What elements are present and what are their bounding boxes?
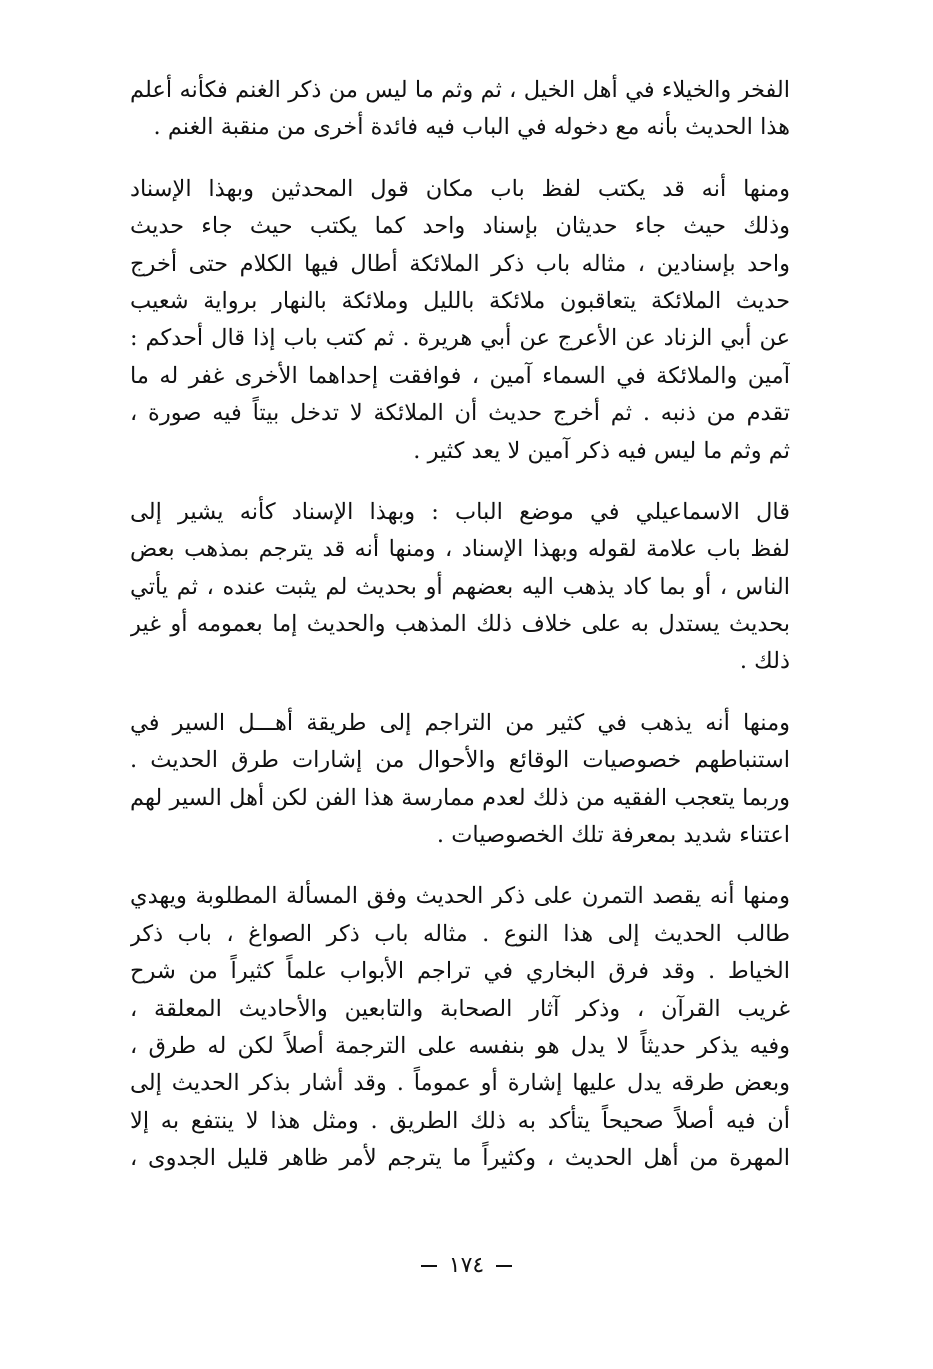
text-line: ثم وثم ما ليس فيه ذكر آمين لا يعد كثير . [413, 437, 790, 464]
text-line: الناس ، أو بما كاد يذهب اليه بعضهم أو بحديث لم يثبت عنده ، ثم يأتي [130, 573, 790, 600]
paragraph [130, 878, 790, 1177]
text-line: هذا الحديث بأنه مع دخوله في الباب فيه فائدة أخرى من منقبة الغنم . [153, 114, 790, 141]
text-line: الفخر والخيلاء في أهل الخيل ، ثم وثم ما ليس من ذكر الغنم فكأنه أعلم [130, 77, 790, 103]
text-line: وفيه يذكر حديثاً لا يدل هو بنفسه على الترجمة أصلاً لكن له طرق ، [130, 1032, 790, 1059]
text-line: ومنها أنه قد يكتب لفظ باب مكان قول المحدثين وبهذا الإسناد [130, 175, 790, 202]
text-line: استنباطهم خصوصيات الوقائع والأحوال من إشارات طرق الحديث . [130, 747, 790, 774]
text-line: اعتناء شديد بمعرفة تلك الخصوصيات . [436, 822, 790, 849]
text-line: وذلك حيث جاء حديثان بإسناد واحد كما يكتب حيث جاء حديث [130, 213, 790, 240]
text-line: ومنها أنه يقصد التمرن على ذكر الحديث وفق المسألة المطلوبة ويهدي [130, 883, 790, 910]
text-line: المهرة من أهل الحديث ، وكثيراً ما يترجم لأمر ظاهر قليل الجدوى ، [130, 1145, 790, 1172]
paragraph [130, 494, 790, 681]
page-number-footer [0, 1253, 933, 1278]
text-line: بحديث يستدل به على خلاف ذلك المذهب والحديث إما بعمومه أو غير [130, 611, 790, 638]
page-number: ١٧٤ [448, 1253, 485, 1278]
text-line: الخياط . وقد فرق البخاري في تراجم الأبواب علماً كثيراً من شرح [130, 958, 790, 985]
paragraph [130, 705, 790, 855]
text-line: وربما يتعجب الفقيه من ذلك لعدم ممارسة هذا الفن لكن أهل السير لهم [130, 784, 790, 811]
text-line: عن أبي الزناد عن الأعرج عن أبي هريرة . ثم كتب باب إذا قال أحدكم : [130, 325, 790, 352]
text-line: ومنها أنه يذهب في كثير من التراجم إلى طريقة أهـــل السير في [130, 709, 790, 736]
text-line: وبعض طرقه يدل عليها إشارة أو عموماً . وقد أشار بذكر الحديث إلى [130, 1070, 790, 1097]
text-line: واحد بإسنادين ، مثاله باب ذكر الملائكة أطال فيها الكلام حتى أخرج [130, 250, 790, 277]
text-line: تقدم من ذنبه . ثم أخرج حديث أن الملائكة لا تدخل بيتاً فيه صورة ، [130, 400, 790, 427]
dash-right [496, 1265, 512, 1267]
text-line: آمين والملائكة في السماء آمين ، فوافقت إحداهما الأخرى غفر له ما [130, 362, 790, 389]
text-line: قال الاسماعيلي في موضع الباب : وبهذا الإسناد كأنه يشير إلى [130, 498, 790, 525]
dash-left [421, 1265, 437, 1267]
text-line: أن فيه أصلاً صحيحاً يتأكد به ذلك الطريق . ومثل هذا لا ينتفع به إلا [130, 1107, 790, 1134]
text-line: طالب الحديث إلى هذا النوع . مثاله باب ذكر الصواغ ، باب ذكر [130, 920, 790, 947]
text-line: ذلك . [739, 648, 790, 675]
text-line: لفظ باب علامة لقوله وبهذا الإسناد ، ومنها أنه قد يترجم بمذهب بعض [130, 536, 790, 563]
page-body [130, 72, 790, 1202]
text-line: حديث الملائكة يتعاقبون ملائكة بالليل وملائكة بالنهار برواية شعيب [130, 287, 790, 314]
paragraph [130, 72, 790, 147]
text-line: غريب القرآن ، وذكر آثار الصحابة والتابعين والأحاديث المعلقة ، [130, 995, 790, 1022]
paragraph [130, 171, 790, 470]
